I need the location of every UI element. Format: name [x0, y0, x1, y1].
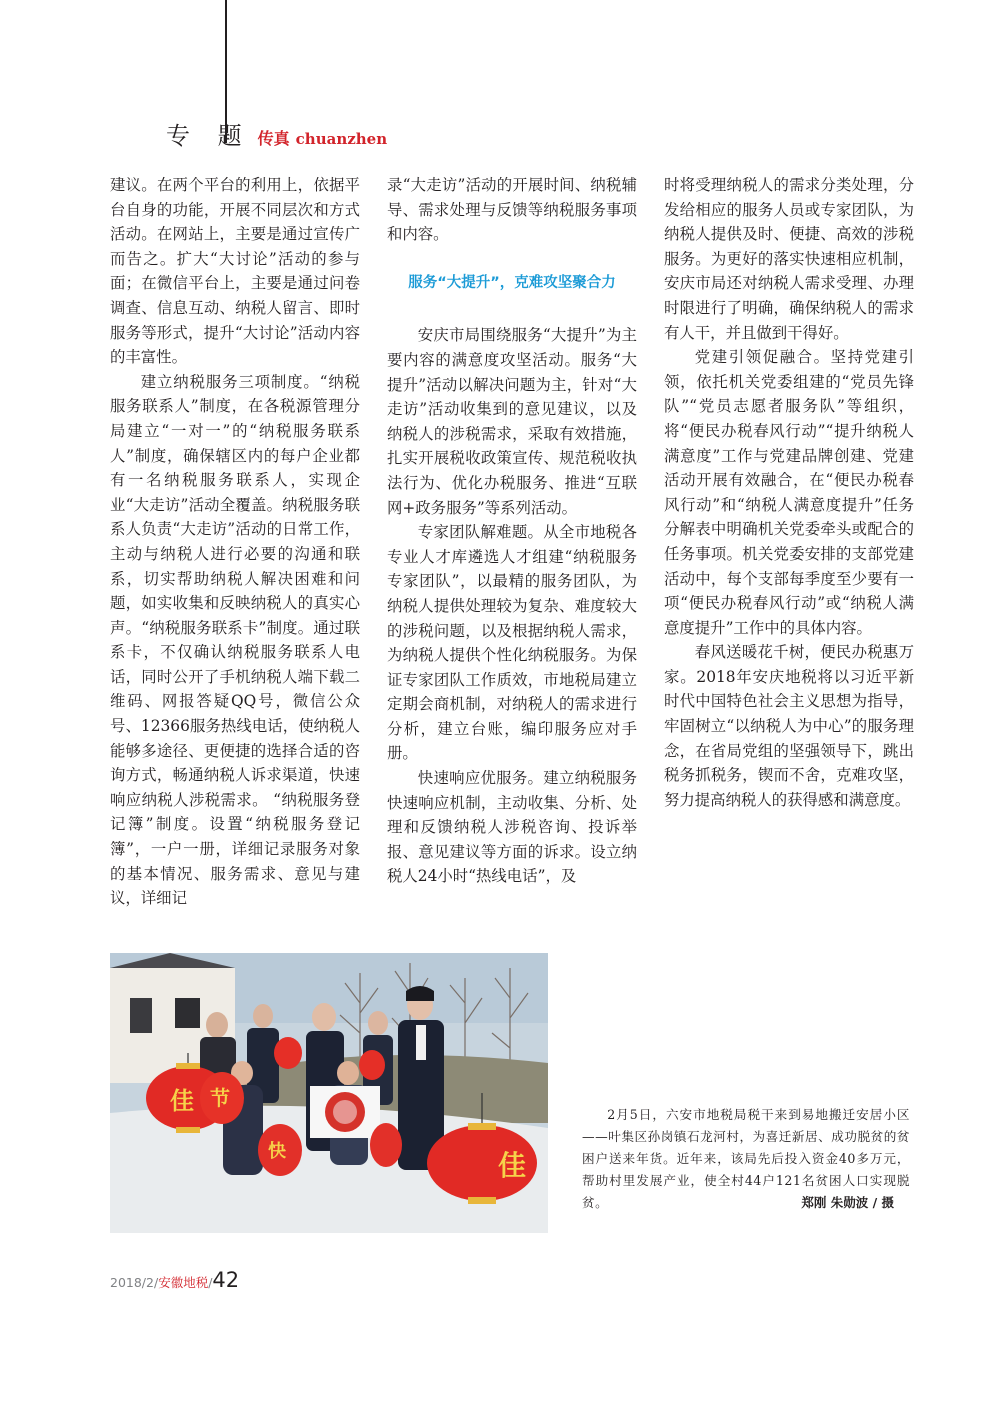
paragraph: 建立纳税服务三项制度。“纳税服务联系人”制度，在各税源管理分局建立“一对一”的“纳税服务联系人”制度，确保辖区内的每户企业都有一名纳税服务联系人，实现企业“大走访”活动全覆盖。纳税服务联系人负责“大走访”活动的日常工作，主动与纳税人进行必要的沟通和联系，切实帮助纳税人解决困难和问题，如实收集和反映纳税人的真实心声。“纳税服务联系卡”制度。通过联系卡，不仅确认纳税服务联系人电话，同时公开了手机纳税人端下载二维码、网报答疑QQ号，微信公众号、12366服务热线电话，使纳税人能够多途径、更便捷的选择合适的咨询方式，畅通纳税人诉求渠道，快速响应纳税人涉税需求。 “纳税服务登记簿”制度。设置“纳税服务登记簿”，一户一册，详细记录服务对象的基本情况、服务需求、意见与建议，详细记	[110, 372, 360, 908]
article-column-2	[387, 173, 637, 889]
article-column-3	[664, 173, 914, 812]
lantern-char: 快	[268, 1141, 286, 1162]
lantern-char: 佳	[498, 1149, 527, 1182]
caption-text: 2月5日，六安市地税局税干来到易地搬迁安居小区——叶集区孙岗镇石龙河村，为喜迁新居、成功脱贫的贫困户送来年货。近年来，该局先后投入资金40多万元，帮助村里发展产业，使全村44户121名贫困人口实现脱贫。	[582, 1107, 910, 1210]
lantern-char: 佳	[170, 1087, 194, 1115]
lantern-char: 节	[210, 1086, 230, 1110]
article-column-1	[110, 173, 360, 911]
page-footer	[110, 1268, 239, 1292]
page-number: 42	[212, 1268, 240, 1292]
photo-credit: 郑刚 朱勋波 / 摄	[801, 1195, 894, 1210]
magazine-name: 安徽地税	[158, 1275, 209, 1290]
paragraph: 春风送暖花千树，便民办税惠万家。2018年安庆地税将以习近平新时代中国特色社会主义思想为指导，牢固树立“以纳税人为中心”的服务理念，在省局党组的坚强领导下，跳出税务抓税务，锲而不舍，克难攻坚，努力提高纳税人的获得感和满意度。	[664, 643, 914, 809]
paragraph: 专家团队解难题。从全市地税各专业人才库遴选人才组建“纳税服务专家团队”，以最精的服务团队，为纳税人提供处理较为复杂、难度较大的涉税问题，以及根据纳税人需求，为纳税人提供个性化纳税服务。为保证专家团队工作质效，市地税局建立定期会商机制，对纳税人的需求进行分析，建立台账，编印服务应对手册。	[387, 523, 637, 763]
paragraph: 安庆市局围绕服务“大提升”为主要内容的满意度攻坚活动。服务“大提升”活动以解决问题为主，针对“大走访”活动收集到的意见建议，以及纳税人的涉税需求，采取有效措施，扎实开展税收政策宣传、规范税收执法行为、优化办税服务、推进“互联网+政务服务”等系列活动。	[387, 326, 637, 517]
page-header	[166, 116, 387, 151]
photo-illustration	[110, 953, 548, 1233]
paragraph: 录“大走访”活动的开展时间、纳税辅导、需求处理与反馈等纳税服务事项和内容。	[387, 176, 637, 244]
section-title: 专 题	[166, 122, 252, 150]
paragraph: 时将受理纳税人的需求分类处理，分发给相应的服务人员或专家团队，为纳税人提供及时、便捷、高效的涉税服务。为更好的落实快速相应机制，安庆市局还对纳税人需求受理、办理时限进行了明确，确保纳税人的需求有人干，并且做到干得好。	[664, 176, 914, 342]
footer-separator: /	[208, 1275, 213, 1290]
news-photo	[110, 953, 548, 1233]
section-heading: 服务“大提升”，克难攻坚聚合力	[408, 274, 616, 291]
column-pinyin: chuanzhen	[295, 130, 388, 148]
paragraph: 党建引领促融合。坚持党建引领，依托机关党委组建的“党员先锋队”“党员志愿者服务队”等组织，将“便民办税春风行动”“提升纳税人满意度”工作与党建品牌创建、党建活动开展有效融合，在“便民办税春风行动”和“纳税人满意度提升”任务分解表中明确机关党委牵头或配合的任务事项。机关党委安排的支部党建活动中，每个支部每季度至少要有一项“便民办税春风行动”或“纳税人满意度提升”工作中的具体内容。	[664, 348, 914, 637]
paragraph: 建议。在两个平台的利用上，依据平台自身的功能，开展不同层次和方式活动。在网站上，主要是通过宣传广而告之。扩大“大讨论”活动的参与面；在微信平台上，主要是通过问卷调查、信息互动、纳税人留言、即时服务等形式，提升“大讨论”活动内容的丰富性。	[110, 176, 360, 367]
paragraph: 快速响应优服务。建立纳税服务快速响应机制，主动收集、分析、处理和反馈纳税人涉税咨询、投诉举报、意见建议等方面的诉求。设立纳税人24小时“热线电话”，及	[387, 769, 637, 886]
issue-number: 2018/2/	[110, 1275, 159, 1290]
column-name: 传真	[257, 129, 290, 148]
